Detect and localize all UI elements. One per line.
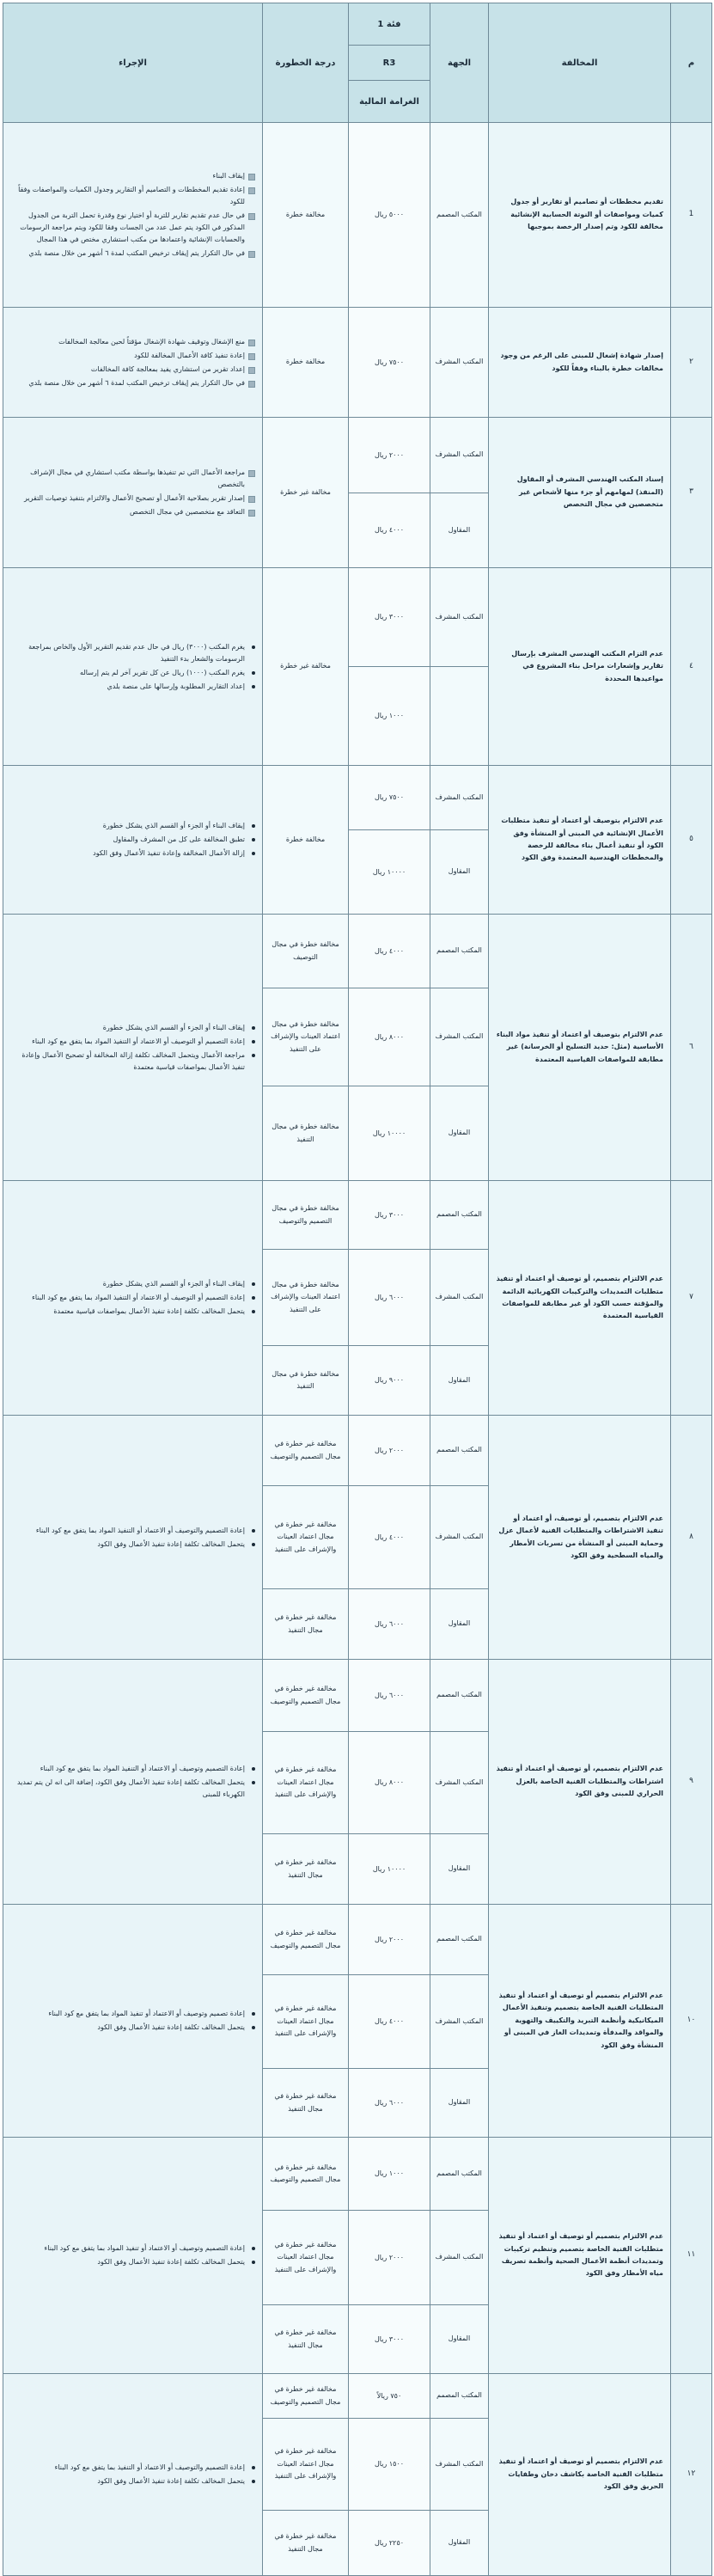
action-cell	[3, 1416, 263, 1660]
row-number: ٥	[671, 766, 712, 915]
severity-cell: مخالفة غير خطرة في مجال اعتماد العينات والإشراف على التنفيذ	[263, 2419, 349, 2511]
table-header	[3, 3, 712, 123]
severity-cell: مخالفة غير خطرة في مجال اعتماد العينات والإشراف على التنفيذ	[263, 1975, 349, 2069]
severity-cell: مخالفة خطرة في مجال اعتماد العينات والإشراف على التنفيذ	[263, 988, 349, 1086]
action-list	[10, 1763, 255, 1801]
action-item: إيقاف البناء أو الجزء أو القسم الذي يشكل خطورة	[10, 1022, 255, 1034]
action-list	[10, 1525, 255, 1551]
action-list	[10, 2008, 255, 2034]
action-list	[10, 2243, 255, 2268]
entity-cell: المكتب المصمم	[430, 1416, 489, 1486]
entity-cell: المكتب المشرف	[430, 568, 489, 667]
action-item: يتحمل المخالف تكلفة إعادة تنفيذ الأعمال وفق الكود	[10, 2475, 255, 2487]
table-row	[3, 418, 712, 493]
entity-cell: المقاول	[430, 2511, 489, 2576]
violations-table	[3, 3, 712, 2576]
action-item: إعداد التقارير المطلوبة وإرسالها على منصة بلدي	[10, 681, 255, 693]
action-list	[10, 641, 255, 693]
header-num: م	[671, 3, 712, 123]
action-item: إعادة التصميم والتوصيف أو الاعتماد أو التنفيذ المواد بما يتفق مع كود البناء	[10, 1525, 255, 1537]
action-cell	[3, 308, 263, 418]
action-item: في حال التكرار يتم إيقاف ترخيص المكتب لمدة ٦ أشهر من خلال منصة بلدي	[10, 377, 255, 389]
entity-cell: المكتب المشرف	[430, 1250, 489, 1346]
severity-cell: مخالفة خطرة في مجال التنفيذ	[263, 1086, 349, 1181]
action-item: يتحمل المخالف تكلفة إعادة تنفيذ الأعمال وفق الكود، إضافة الى انه لن يتم تمديد الكهرباء للمبنى	[10, 1777, 255, 1801]
row-number: 1	[671, 123, 712, 308]
fine-cell: ٢٠٠٠ ريال	[349, 1416, 430, 1486]
fine-cell: ٧٥٠ ريالاً	[349, 2374, 430, 2419]
action-item: منع الإشغال وتوقيف شهادة الإشغال مؤقتاً لحين معالجة المخالفات	[10, 336, 255, 348]
fine-cell: ٦٠٠٠ ريال	[349, 1660, 430, 1732]
header-violation: المخالفة	[489, 3, 671, 123]
table-row	[3, 123, 712, 308]
severity-cell: مخالفة غير خطرة	[263, 418, 349, 568]
fine-cell: ٦٠٠٠ ريال	[349, 1589, 430, 1660]
entity-cell: المقاول	[430, 2069, 489, 2138]
action-list	[10, 2462, 255, 2487]
row-number: ٤	[671, 568, 712, 766]
severity-cell: مخالفة خطرة	[263, 123, 349, 308]
action-item: إعادة التصميم وتوصيف أو الاعتماد أو تنفيذ المواد بما يتفق مع كود البناء	[10, 2243, 255, 2255]
table-row	[3, 2138, 712, 2211]
action-cell	[3, 123, 263, 308]
entity-cell: المكتب المشرف	[430, 2211, 489, 2305]
table-row	[3, 1660, 712, 1732]
fine-cell: ١٠٠٠ ريال	[349, 2138, 430, 2211]
row-number: ٨	[671, 1416, 712, 1660]
violation-text: عدم الالتزام بتصميم أو توصيف أو اعتماد أو تنفيذ متطلبات الفنية الخاصة بتصميم وتنظيم تركيبات وتمديدات أنظمة الأعمال الصحية وأنظمة تصريف مياه الأمطار وفق الكود	[489, 2138, 671, 2374]
action-cell	[3, 915, 263, 1181]
action-item: إعادة تقديم المخططات و التصاميم أو التقارير وجدول الكميات والمواصفات وفقاً للكود	[10, 184, 255, 208]
entity-cell: المكتب المشرف	[430, 308, 489, 418]
fine-cell: ٩٠٠٠ ريال	[349, 1346, 430, 1416]
entity-cell: المكتب المشرف	[430, 1486, 489, 1589]
table-row	[3, 1416, 712, 1486]
entity-cell	[430, 667, 489, 766]
action-item: إعادة التصميم أو التوصيف أو الاعتماد أو التنفيذ المواد بما يتفق مع كود البناء	[10, 1036, 255, 1048]
entity-cell: المكتب المصمم	[430, 1905, 489, 1975]
table-row	[3, 1181, 712, 1250]
fine-cell: ٤٠٠٠ ريال	[349, 1486, 430, 1589]
action-item: مراجعة الأعمال ويتحمل المخالف تكلفة إزالة المخالفة أو تصحيح الأعمال وإعادة تنفيذ الأعمال بمواصفات قياسية معتمدة	[10, 1049, 255, 1074]
header-category: فئة 1	[349, 3, 430, 46]
entity-cell: المكتب المشرف	[430, 2419, 489, 2511]
violation-text: عدم الالتزام بتصميم أو توصيف أو اعتماد أو تنفيذ متطلبات الفنية الخاصة بكاشف دخان وطفايات الحريق وفق الكود	[489, 2374, 671, 2576]
severity-cell: مخالفة غير خطرة في مجال اعتماد العينات والإشراف على التنفيذ	[263, 2211, 349, 2305]
action-item: في حال عدم تقديم تقارير للتربة أو اختيار نوع وقدرة تحمل التربة من الجدول المذكور في الكود يتم عمل عدد من الجسات وفقا للكود ويتم مراجعة الرسومات والحسابات الإنشائية واعتمادها من مكتب استشاري مختص في هذا المجال	[10, 210, 255, 246]
row-number: ٧	[671, 1181, 712, 1416]
action-item: في حال التكرار يتم إيقاف ترخيص المكتب لمدة ٦ أشهر من خلال منصة بلدي	[10, 248, 255, 260]
action-item: يغرم المكتب (١٠٠٠) ريال عن كل تقرير آخر لم يتم إرساله	[10, 667, 255, 679]
action-cell	[3, 2374, 263, 2576]
row-number: ٢	[671, 308, 712, 418]
severity-cell: مخالفة غير خطرة في مجال التصميم والتوصيف	[263, 1416, 349, 1486]
action-item: يتحمل المخالف تكلفة إعادة تنفيذ الأعمال وفق الكود	[10, 2022, 255, 2034]
severity-cell: مخالفة غير خطرة في مجال اعتماد العينات والإشراف على التنفيذ	[263, 1486, 349, 1589]
entity-cell: المكتب المصمم	[430, 1181, 489, 1250]
entity-cell: المكتب المشرف	[430, 1732, 489, 1834]
fine-cell: ١٠٠٠٠ ريال	[349, 1834, 430, 1905]
fine-cell: ٢٠٠٠ ريال	[349, 2211, 430, 2305]
action-item: يغرم المكتب (٣٠٠٠) ريال في حال عدم تقديم التقرير الأول والخاص بمراجعة الرسومات والشعار بدء التنفيذ	[10, 641, 255, 665]
entity-cell: المقاول	[430, 1589, 489, 1660]
fine-cell: ١٠٠٠ ريال	[349, 667, 430, 766]
table-row	[3, 766, 712, 830]
fine-cell: ١٠٠٠٠ ريال	[349, 1086, 430, 1181]
severity-cell: مخالفة غير خطرة في مجال التنفيذ	[263, 1589, 349, 1660]
row-number: ١١	[671, 2138, 712, 2374]
action-cell	[3, 1660, 263, 1905]
entity-cell: المكتب المصمم	[430, 1660, 489, 1732]
document-page	[3, 3, 711, 2553]
severity-cell: مخالفة غير خطرة	[263, 568, 349, 766]
severity-cell: مخالفة خطرة في مجال التنفيذ	[263, 1346, 349, 1416]
violation-text: عدم الالتزام بتوصيف أو اعتماد أو تنفيذ متطلبات الأعمال الإنشائية في المبنى أو المنشأة وفق الكود أو تنفيذ أعمال بناء مخالفة للرخصة والمخططات الهندسية المعتمدة وفق الكود	[489, 766, 671, 915]
severity-cell: مخالفة غير خطرة في مجال التصميم والتوصيف	[263, 2138, 349, 2211]
table-row	[3, 915, 712, 988]
action-cell	[3, 1905, 263, 2138]
fine-cell: ٤٠٠٠ ريال	[349, 1975, 430, 2069]
entity-cell: المقاول	[430, 1834, 489, 1905]
action-item: إعداد تقرير من استشاري يفيد بمعالجة كافة المخالفات	[10, 364, 255, 376]
fine-cell: ٨٠٠٠ ريال	[349, 1732, 430, 1834]
fine-cell: ١٠٠٠٠ ريال	[349, 830, 430, 915]
action-item: إعادة التصميم أو التوصيف أو الاعتماد أو التنفيذ المواد بما يتفق مع كود البناء	[10, 1292, 255, 1304]
row-number: ١٠	[671, 1905, 712, 2138]
table-body	[3, 123, 712, 2576]
entity-cell: المقاول	[430, 2305, 489, 2374]
violation-text: إصدار شهادة إشغال للمبنى على الرغم من وجود مخالفات خطرة بالبناء وفقاً للكود	[489, 308, 671, 418]
fine-cell: ٣٠٠٠ ريال	[349, 568, 430, 667]
action-item: يتحمل المخالف تكلفة إعادة تنفيذ الأعمال وفق الكود	[10, 2256, 255, 2268]
fine-cell: ٧٥٠٠ ريال	[349, 308, 430, 418]
fine-cell: ٦٠٠٠ ريال	[349, 2069, 430, 2138]
table-row	[3, 1905, 712, 1975]
action-item: إصدار تقرير بصلاحية الأعمال أو تصحيح الأعمال والالتزام بتنفيذ توصيات التقرير	[10, 493, 255, 505]
header-class-code: R3	[349, 46, 430, 81]
action-item: إيقاف البناء	[10, 170, 255, 182]
violation-text: عدم الالتزام بتصميم أو توصيف أو اعتماد أو تنفيذ المتطلبات الفنية الخاصة بتصميم وتنفيذ الأعمال الميكانيكية وأنظمة التبريد والتكييف والتهوية والمواقد والمدفأة وتمديدات الغاز في المبنى أو المنشأة وفق الكود	[489, 1905, 671, 2138]
fine-cell: ٤٠٠٠ ريال	[349, 493, 430, 568]
action-cell	[3, 766, 263, 915]
action-list	[10, 336, 255, 389]
fine-cell: ٢٠٠٠ ريال	[349, 418, 430, 493]
table-row	[3, 2374, 712, 2419]
action-list	[10, 467, 255, 518]
fine-cell: ٢٠٠٠ ريال	[349, 1905, 430, 1975]
severity-cell: مخالفة غير خطرة في مجال التصميم والتوصيف	[263, 1905, 349, 1975]
fine-cell: ٦٠٠٠ ريال	[349, 1250, 430, 1346]
violation-text: عدم الالتزام بتوصيف أو اعتماد أو تنفيذ مواد البناء الأساسية (مثل: حديد التسليح أو الخرسانة) غير مطابقة للمواصفات القياسية المعتمدة	[489, 915, 671, 1181]
severity-cell: مخالفة غير خطرة في مجال التصميم والتوصيف	[263, 1660, 349, 1732]
severity-cell: مخالفة خطرة	[263, 308, 349, 418]
severity-cell: مخالفة غير خطرة في مجال التصميم والتوصيف	[263, 2374, 349, 2419]
severity-cell: مخالفة خطرة في مجال التوصيف	[263, 915, 349, 988]
fine-cell: ٣٠٠٠ ريال	[349, 1181, 430, 1250]
severity-cell: مخالفة خطرة في مجال التصميم والتوصيف	[263, 1181, 349, 1250]
fine-cell: ٥٠٠٠ ريال	[349, 123, 430, 308]
action-list	[10, 1278, 255, 1318]
action-item: إعادة تصميم وتوصيف أو الاعتماد أو تنفيذ المواد بما يتفق مع كود البناء	[10, 2008, 255, 2020]
severity-cell: مخالفة غير خطرة في مجال التنفيذ	[263, 2305, 349, 2374]
action-item: يتحمل المخالف تكلفة إعادة تنفيذ الأعمال وفق الكود	[10, 1539, 255, 1551]
violation-text: عدم التزام المكتب الهندسي المشرف بإرسال تقارير وإشعارات مراحل بناء المشروع في مواعيدها المحددة	[489, 568, 671, 766]
table-row	[3, 308, 712, 418]
violation-text: تقديم مخططات أو تصاميم أو تقارير أو جدول كميات ومواصفات أو النوتة الحسابية الإنشائية مخالفة للكود وتم إصدار الرخصة بموجبها	[489, 123, 671, 308]
action-cell	[3, 2138, 263, 2374]
action-item: إيقاف البناء أو الجزء أو القسم الذي يشكل خطورة	[10, 1278, 255, 1290]
entity-cell: المكتب المشرف	[430, 988, 489, 1086]
violation-text: إسناد المكتب الهندسي المشرف أو المقاول (المنفذ) لمهامهم أو جزء منها لأشخاص غير متخصصين في مجال التخصص	[489, 418, 671, 568]
fine-cell: ١٥٠٠ ريال	[349, 2419, 430, 2511]
action-cell	[3, 1181, 263, 1416]
action-cell	[3, 418, 263, 568]
fine-cell: ٧٥٠٠ ريال	[349, 766, 430, 830]
table-row	[3, 568, 712, 667]
row-number: ٦	[671, 915, 712, 1181]
action-list	[10, 820, 255, 860]
action-cell	[3, 568, 263, 766]
fine-cell: ٢٢٥٠ ريال	[349, 2511, 430, 2576]
action-list	[10, 170, 255, 260]
header-fine: الغرامة المالية	[349, 81, 430, 123]
entity-cell: المقاول	[430, 1086, 489, 1181]
entity-cell: المكتب المصمم	[430, 123, 489, 308]
action-item: التعاقد مع متخصصين في مجال التخصص	[10, 506, 255, 518]
entity-cell: المكتب المصمم	[430, 915, 489, 988]
action-item: إيقاف البناء أو الجزء أو القسم الذي يشكل خطورة	[10, 820, 255, 832]
fine-cell: ٤٠٠٠ ريال	[349, 915, 430, 988]
entity-cell: المكتب المصمم	[430, 2374, 489, 2419]
entity-cell: المكتب المشرف	[430, 766, 489, 830]
violation-text: عدم الالتزام بتصميم، أو توصيف أو اعتماد أو تنفيذ متطلبات التمديدات والتركيبات الكهربائية الدائمة والمؤقتة حسب الكود أو غير مطابقة للمواصفات القياسية المعتمدة	[489, 1181, 671, 1416]
severity-cell: مخالفة غير خطرة في مجال التنفيذ	[263, 2511, 349, 2576]
action-item: مراجعة الأعمال التي تم تنفيذها بواسطة مكتب استشاري في مجال الإشراف بالتخصص	[10, 467, 255, 491]
violation-text: عدم الالتزام بتصميم، أو توصيف، أو اعتماد أو تنفيذ الاشتراطات والمتطلبات الفنية لأعمال عزل وحماية المبنى أو المنشأة من تسربات الأمطار والمياه السطحية وفق الكود	[489, 1416, 671, 1660]
entity-cell: المقاول	[430, 1346, 489, 1416]
action-item: إعادة التصميم والتوصيف أو الاعتماد أو التنفيذ بما يتفق مع كود البناء	[10, 2462, 255, 2474]
action-item: إعادة تنفيذ كافة الأعمال المخالفة للكود	[10, 350, 255, 362]
severity-cell: مخالفة غير خطرة في مجال التنفيذ	[263, 1834, 349, 1905]
action-item: إزالة الأعمال المخالفة وإعادة تنفيذ الأعمال وفق الكود	[10, 847, 255, 860]
action-item: تطبق المخالفة على كل من المشرف والمقاول	[10, 834, 255, 846]
severity-cell: مخالفة غير خطرة في مجال التنفيذ	[263, 2069, 349, 2138]
severity-cell: مخالفة خطرة	[263, 766, 349, 915]
fine-cell: ٣٠٠٠ ريال	[349, 2305, 430, 2374]
violation-text: عدم الالتزام بتصميم، أو توصيف أو اعتماد أو تنفيذ اشتراطات والمتطلبات الفنية الخاصة بالعزل الحراري للمبنى وفق الكود	[489, 1660, 671, 1905]
entity-cell: المكتب المشرف	[430, 418, 489, 493]
action-list	[10, 1022, 255, 1074]
entity-cell: المقاول	[430, 830, 489, 915]
action-item: إعادة التصميم وتوصيف أو الاعتماد أو التنفيذ المواد بما يتفق مع كود البناء	[10, 1763, 255, 1775]
row-number: ٩	[671, 1660, 712, 1905]
header-action: الإجراء	[3, 3, 263, 123]
row-number: ١٢	[671, 2374, 712, 2576]
header-severity: درجة الخطورة	[263, 3, 349, 123]
severity-cell: مخالفة خطرة في مجال اعتماد العينات والإشراف على التنفيذ	[263, 1250, 349, 1346]
entity-cell: المقاول	[430, 493, 489, 568]
action-item: يتحمل المخالف تكلفة إعادة تنفيذ الأعمال بمواصفات قياسية معتمدة	[10, 1306, 255, 1318]
entity-cell: المكتب المصمم	[430, 2138, 489, 2211]
severity-cell: مخالفة غير خطرة في مجال اعتماد العينات والإشراف على التنفيذ	[263, 1732, 349, 1834]
header-entity: الجهة	[430, 3, 489, 123]
fine-cell: ٨٠٠٠ ريال	[349, 988, 430, 1086]
entity-cell: المكتب المشرف	[430, 1975, 489, 2069]
row-number: ٣	[671, 418, 712, 568]
